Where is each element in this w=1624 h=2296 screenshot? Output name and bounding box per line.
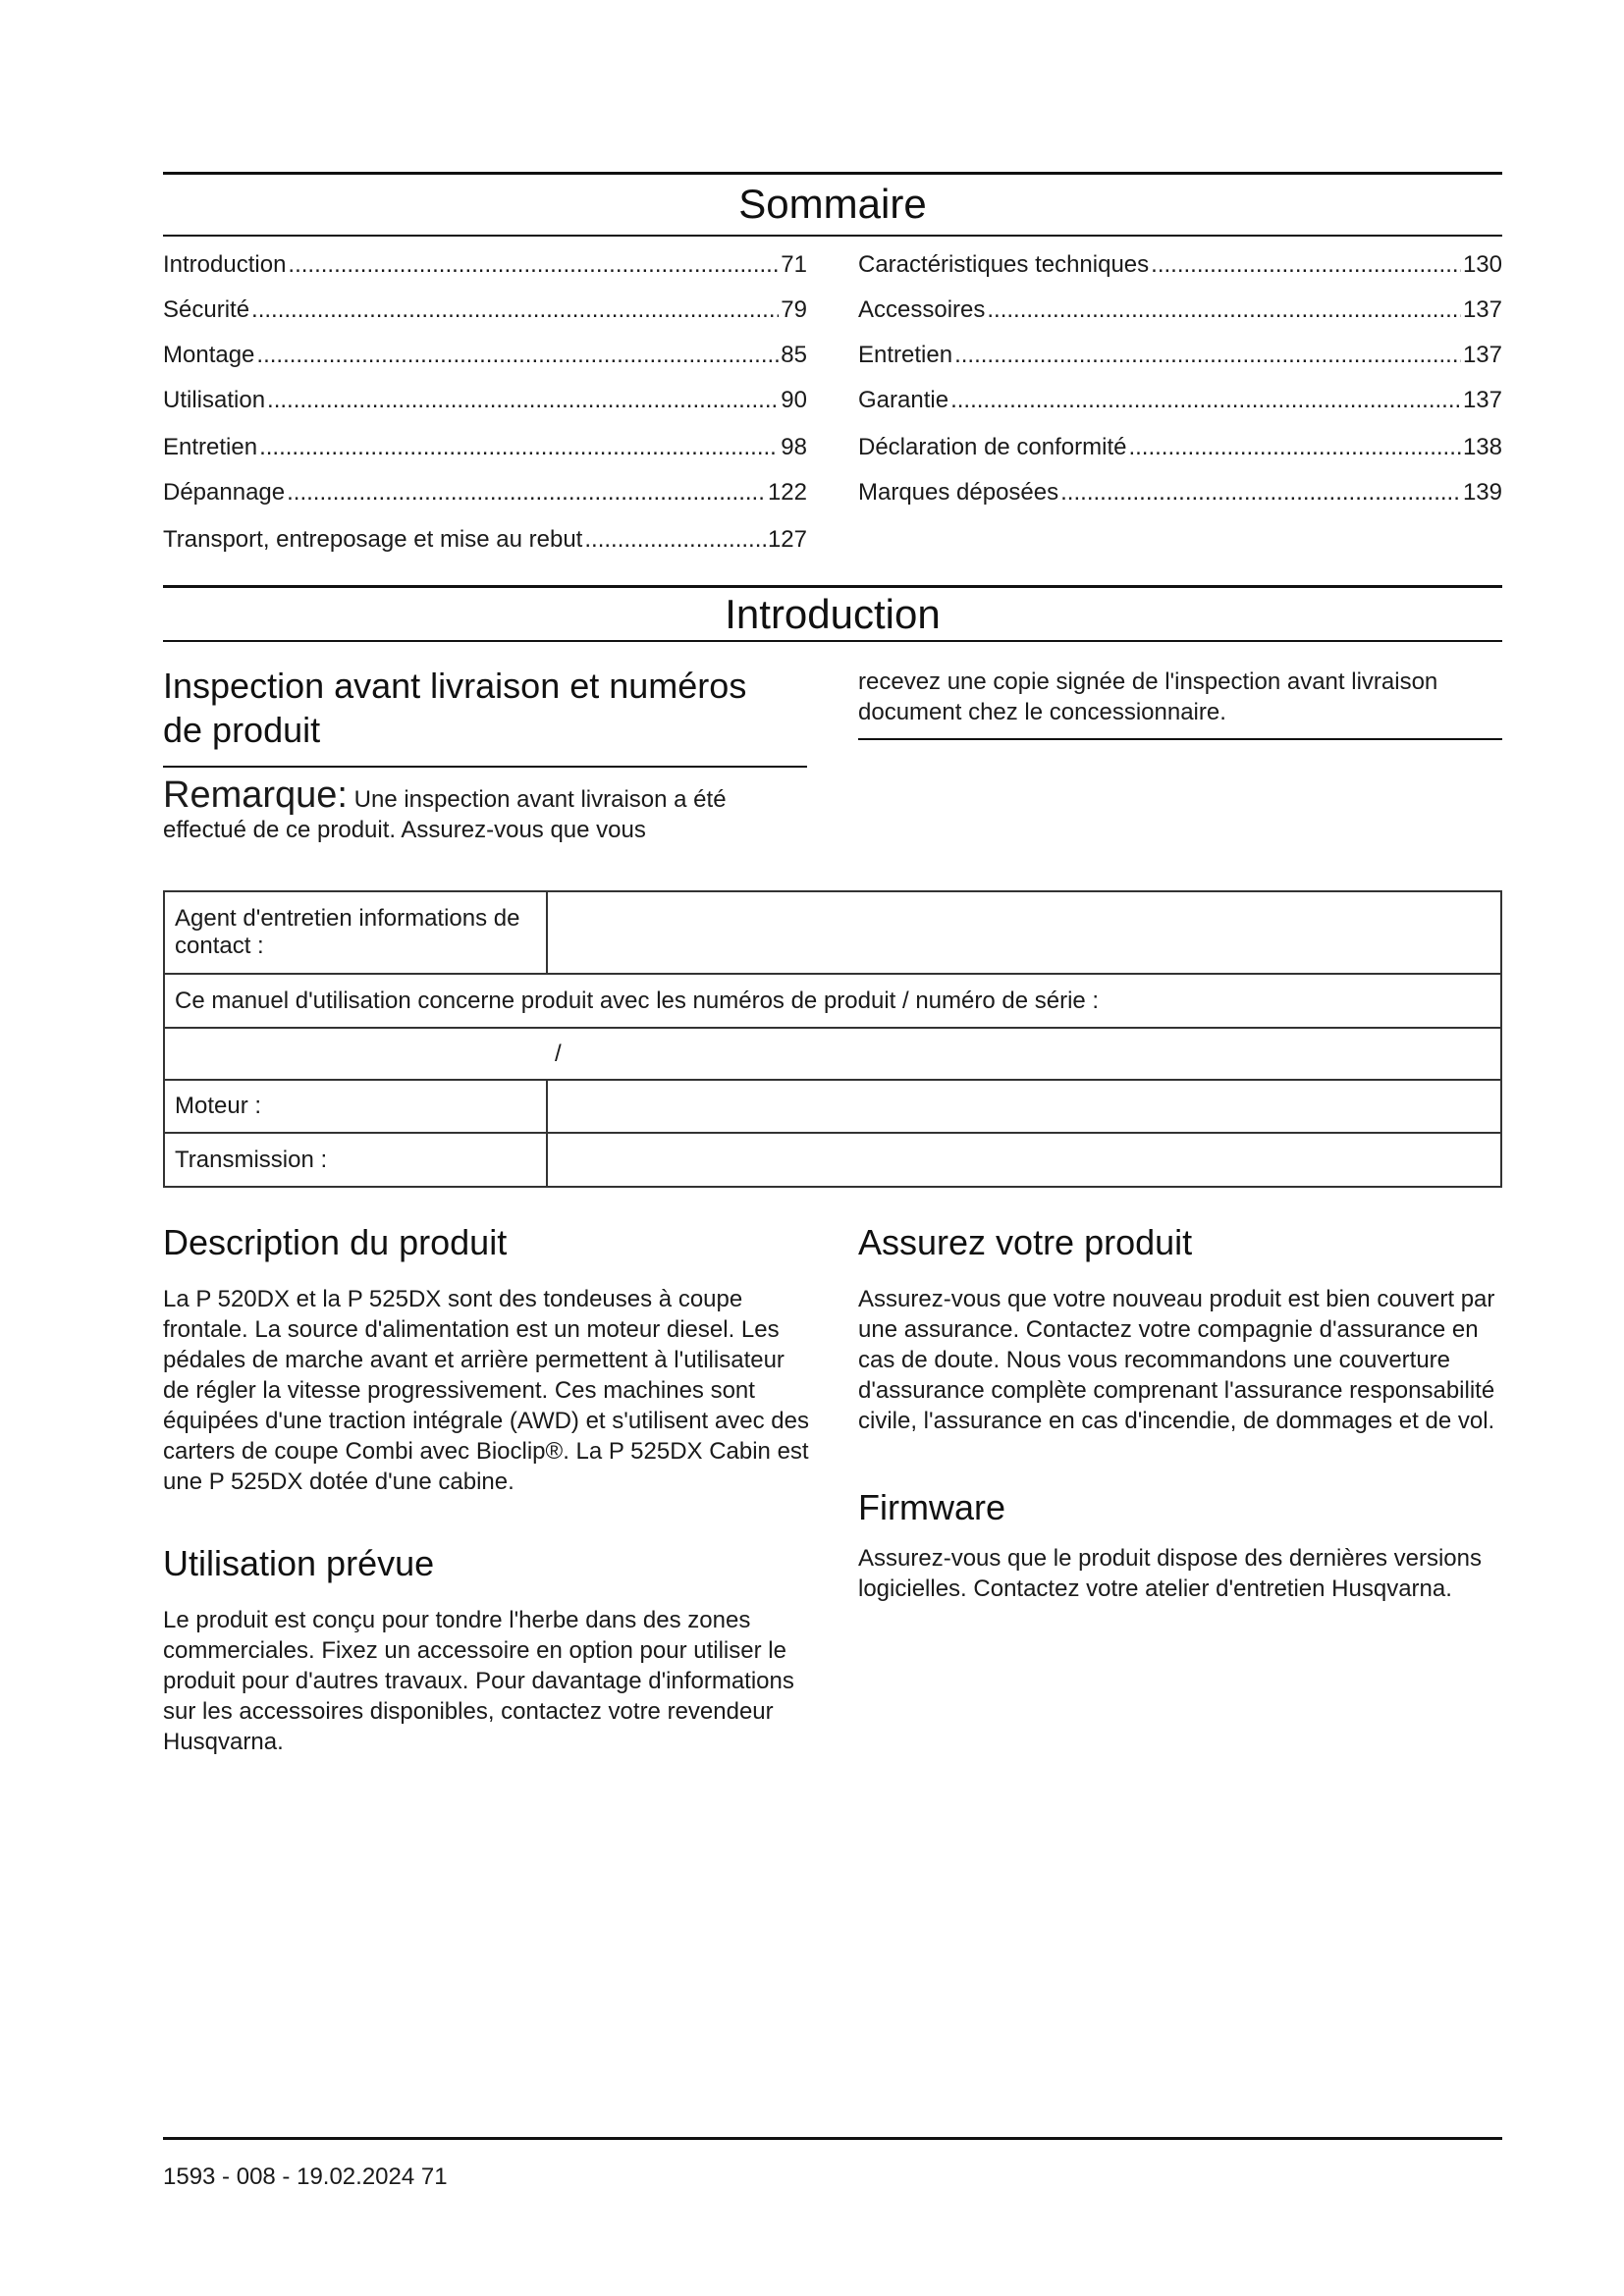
intended-use-heading: Utilisation prévue: [163, 1543, 435, 1583]
footer-text: 1593 - 008 - 19.02.2024 71: [163, 2163, 448, 2190]
engine-value[interactable]: [547, 1080, 1501, 1133]
intro-title: Introduction: [725, 591, 941, 637]
firmware-heading: Firmware: [858, 1487, 1005, 1527]
toc-right-column: [858, 251, 1502, 526]
toc-entry[interactable]: Déclaration de conformité ..... 138: [858, 434, 1502, 461]
toc-entry[interactable]: Transport, entreposage et mise au rebut ..... 127: [163, 526, 807, 554]
toc-entry[interactable]: Garantie ..... 137: [858, 387, 1502, 414]
remark-text: Une inspection avant livraison a été effectué de ce produit. Assurez-vous que vous: [163, 786, 727, 843]
toc-entry[interactable]: Sécurité ..... 79: [163, 296, 807, 324]
toc-bottom-rule: [163, 235, 1502, 237]
firmware-text: Assurez-vous que le produit dispose des dernières versions logicielles. Contactez votre atelier d'entretien Husqvarna.: [858, 1545, 1483, 1602]
manual-label: Ce manuel d'utilisation concerne produit avec les numéros de produit / numéro de série :: [164, 974, 1501, 1028]
description-heading: Description du produit: [163, 1222, 508, 1262]
intended-use-text: Le produit est conçu pour tondre l'herbe dans des zones commerciales. Fixez un accessoire en option pour utiliser le produit pour d'autres travaux. Pour davantage d'informations sur les accessoires disponibles, contactez votre revendeur Husqvarna.: [163, 1607, 794, 1755]
transmission-value[interactable]: [547, 1133, 1501, 1187]
agent-label: Agent d'entretien informations de contact :: [164, 891, 547, 974]
toc-top-rule: [163, 172, 1502, 175]
toc-entry[interactable]: Dépannage ..... 122: [163, 479, 807, 507]
agent-value[interactable]: [547, 891, 1501, 974]
serial-number-field[interactable]: [164, 1028, 1501, 1080]
toc-entry[interactable]: Entretien ..... 98: [163, 434, 807, 461]
remark: [163, 774, 752, 845]
remark-label: Remarque:: [163, 774, 348, 816]
toc-entry[interactable]: Accessoires ..... 137: [858, 296, 1502, 324]
transmission-label: Transmission :: [164, 1133, 547, 1187]
engine-label: Moteur :: [164, 1080, 547, 1133]
toc-left-column: [163, 251, 807, 565]
toc-entry[interactable]: Montage ..... 85: [163, 342, 807, 369]
toc-title: Sommaire: [738, 181, 927, 227]
inspection-heading-rule: [163, 766, 807, 768]
toc-entry[interactable]: Utilisation ..... 90: [163, 387, 807, 414]
toc-entry[interactable]: Marques déposées ..... 139: [858, 479, 1502, 507]
remark-continued: recevez une copie signée de l'inspection avant livraison document chez le concessionnaire.: [858, 668, 1438, 725]
serial-separator: /: [555, 1040, 562, 1067]
description-text: La P 520DX et la P 525DX sont des tondeuses à coupe frontale. La source d'alimentation est un moteur diesel. Les pédales de marche avant et arrière permettent à l'utilisateur de régler la vitesse progressivement. Ces machines sont équipées d'une traction intégrale (AWD) et s'utilisent avec des carters de coupe Combi avec Bioclip®. La P 525DX Cabin est une P 525DX dotée d'une cabine.: [163, 1286, 809, 1495]
intro-top-rule: [163, 585, 1502, 588]
insurance-text: Assurez-vous que votre nouveau produit est bien couvert par une assurance. Contactez votre compagnie d'assurance en cas de doute. Nous vous recommandons une couverture d'assurance complète comprenant l'assurance responsabilité civile, l'assurance en cas d'incendie, de dommages et de vol.: [858, 1286, 1495, 1434]
inspection-heading: Inspection avant livraison et numéros de produit: [163, 666, 747, 750]
toc-entry[interactable]: Caractéristiques techniques ..... 130: [858, 251, 1502, 279]
product-info-table: [163, 890, 1502, 1188]
intro-bottom-rule: [163, 640, 1502, 642]
toc-entry[interactable]: Entretien ..... 137: [858, 342, 1502, 369]
footer-rule: [163, 2137, 1502, 2140]
toc-entry[interactable]: Introduction ..... 71: [163, 251, 807, 279]
remark-continued-rule: [858, 738, 1502, 740]
insurance-heading: Assurez votre produit: [858, 1222, 1193, 1262]
